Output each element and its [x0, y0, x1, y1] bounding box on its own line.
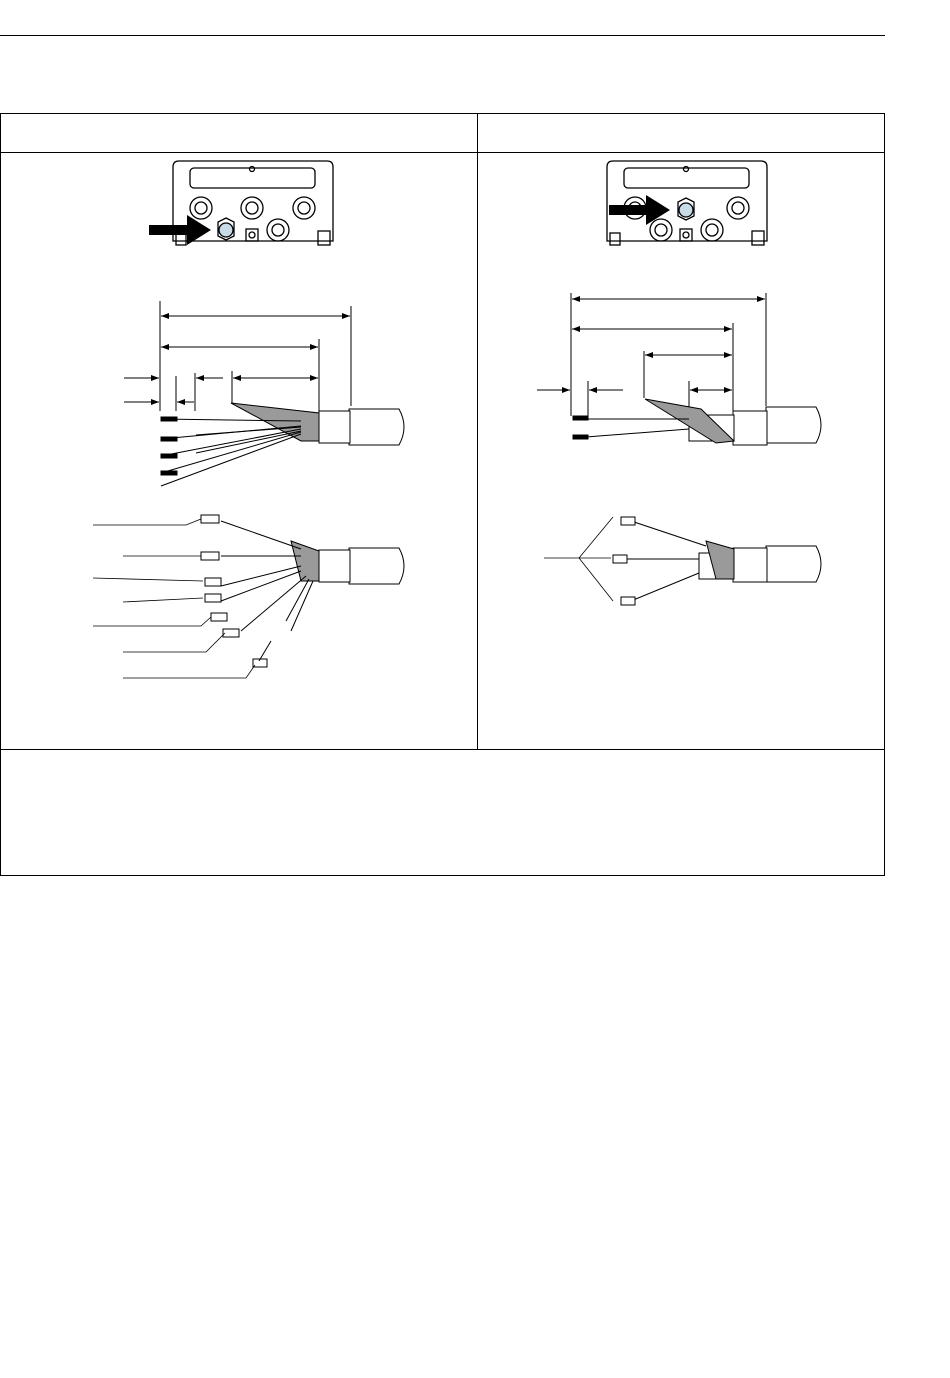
stripped-cable-two-wire: [573, 399, 821, 445]
page-header-rule: [0, 35, 885, 36]
cable-figure-left: [1, 153, 477, 749]
figure-cell-left: [1, 153, 477, 749]
callout-lines: [93, 519, 255, 678]
cable-figure-right: [478, 153, 884, 749]
dimension-lines: [124, 301, 351, 411]
callout-lines: [544, 517, 613, 601]
figure-cell-right: [478, 153, 884, 749]
table-footer-row: [1, 749, 884, 876]
header-cell-left: [1, 114, 475, 152]
header-cell-right: [478, 114, 884, 152]
stripped-cable-multi: [161, 403, 404, 486]
ferrule-cable-two-wire: [613, 517, 821, 605]
dimension-arrowheads: [562, 296, 765, 393]
cable-preparation-table: [0, 113, 885, 876]
table-header-row: [1, 114, 884, 153]
dimension-arrowheads: [151, 313, 350, 405]
ferrule-cable-multi: [201, 515, 404, 667]
housing-icon: [607, 161, 767, 245]
